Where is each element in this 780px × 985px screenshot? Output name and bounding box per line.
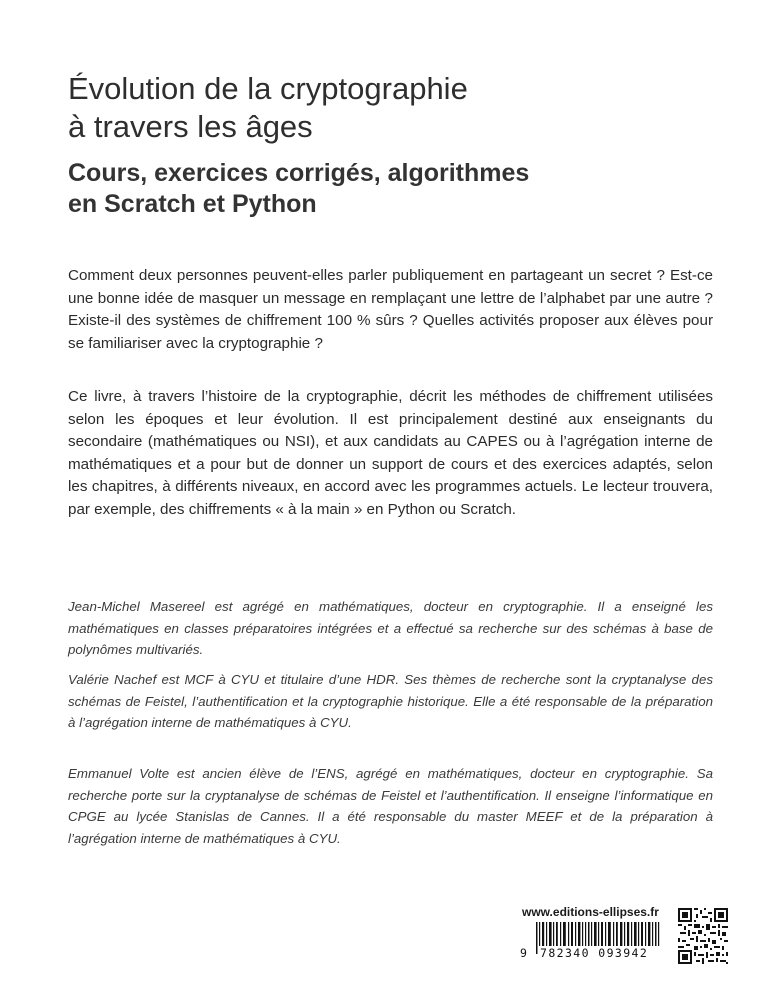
qr-code-icon	[678, 908, 728, 964]
book-title	[68, 70, 708, 146]
publisher-website: www.editions-ellipses.fr	[522, 905, 659, 919]
author-bio-masereel: Jean-Michel Masereel est agrégé en mathématiques, docteur en cryptographie. Il a enseigné les mathématiques en classes préparatoires intégrées et a effectué sa recherche sur des schémas à base de polynômes multivariés.	[68, 599, 713, 657]
isbn-lead-digit: 9	[520, 946, 527, 960]
book-subtitle-line2: en Scratch et Python	[68, 190, 317, 218]
author-bio-volte: Emmanuel Volte est ancien élève de l’ENS, agrégé en mathématiques, docteur en cryptographie. Sa recherche porte sur la cryptanalyse de schémas de Feistel et l’authentification. Il enseigne l’informatique en CPGE au lycée Stanislas de Cannes. Il a été responsable du master MEEF et de la préparation à l’agrégation interne de mathématiques à CYU.	[68, 766, 713, 846]
book-subtitle-line1: Cours, exercices corrigés, algorithmes	[68, 159, 530, 187]
description-paragraph-1: Comment deux personnes peuvent-elles parler publiquement en partageant un secret ? Est-ce une bonne idée de masquer un message en remplaçant une lettre de l’alphabet par une autre ? Existe-il des systèmes de chiffrement 100 % sûrs ? Quelles activités proposer aux élèves pour se familiariser avec la cryptographie ?	[68, 267, 713, 352]
book-title-line1: Évolution de la cryptographie	[68, 71, 468, 106]
book-title-line2: à travers les âges	[68, 109, 313, 144]
isbn-digits: 782340 093942	[538, 946, 670, 960]
description-paragraph-2: Ce livre, à travers l’histoire de la cryptographie, décrit les méthodes de chiffrement utilisées selon les époques et leur évolution. Il est principalement destiné aux enseignants du secondaire (mathématiques ou NSI), et aux candidats au CAPES ou à l’agrégation interne de mathématiques et a pour but de donner un support de cours et des exercices adaptés, selon les chapitres, à différents niveaux, en accord avec les programmes actuels. Le lecteur trouvera, par exemple, des chiffrements « à la main » en Python ou Scratch.	[68, 388, 713, 518]
book-subtitle	[68, 158, 708, 220]
author-bio-nachef: Valérie Nachef est MCF à CYU et titulaire d’une HDR. Ses thèmes de recherche sont la cryptanalyse des schémas de Feistel, l’authentification et la cryptographie historique. Elle a été responsable de la préparation à l’agrégation interne de mathématiques à CYU.	[68, 672, 713, 730]
